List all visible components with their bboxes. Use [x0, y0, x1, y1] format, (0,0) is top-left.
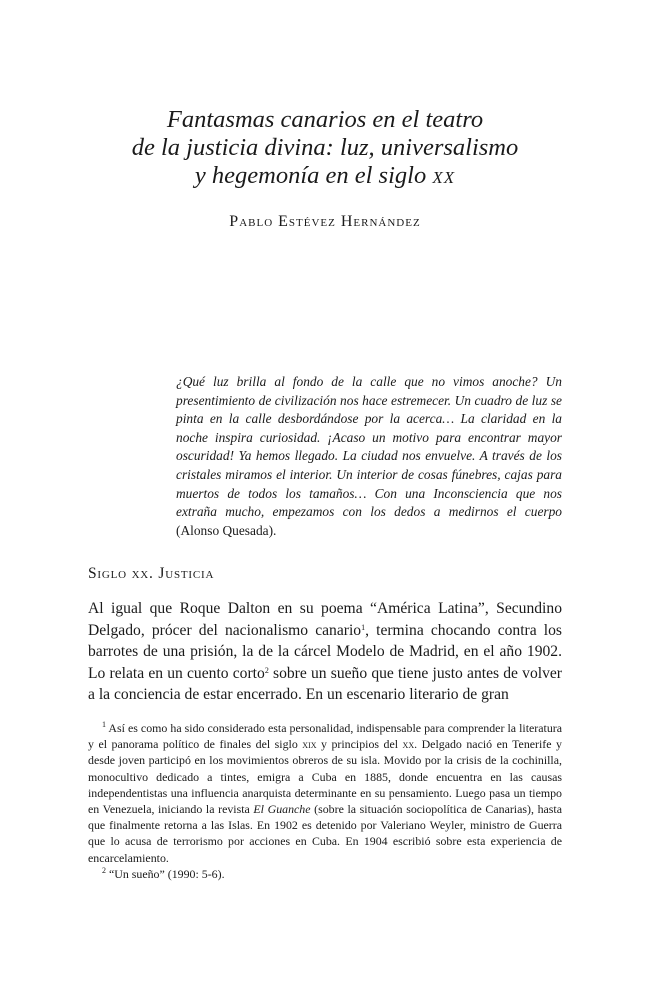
footnote-ref-1: 1 [361, 622, 366, 632]
footnote-2-text: “Un sueño” (1990: 5-6). [106, 866, 225, 881]
footnotes [88, 720, 562, 882]
epigraph-quote: ¿Qué luz brilla al fondo de la calle que no vimos anoche? Un presentimiento de civilización nos hace estremecer. Un cuadro de luz se pinta en la calle desbordándose por la acerca… La claridad en la noche inspira curiosidad. ¡Acaso un motivo para encontrar mayor oscuridad! Ya hemos llegado. La ciudad nos envuelve. A través de los cristales miramos el interior. Un interior de cosas fúnebres, cajas para muertos de todos los tamaños… Con una Inconsciencia que nos extraña mucho, empezamos con los dedos a medirnos el cuerpo [176, 374, 562, 520]
title-century-smallcaps: xx [432, 162, 456, 189]
footnote-1-text-b: y principios del [316, 737, 403, 752]
footnote-1 [88, 720, 562, 866]
footnote-2-mark: 2 [102, 865, 106, 875]
footnote-1-century-2: xx [402, 737, 415, 752]
body-text-part-1: Al igual que Roque Dalton en su poema “América Latina”, Secundino Delgado, prócer del nacionalismo canario [88, 600, 562, 639]
epigraph [176, 373, 562, 540]
footnote-1-journal-title: El Guanche [253, 802, 311, 817]
title-line-1: Fantasmas canarios en el teatro [166, 106, 484, 133]
title-line-3 [60, 162, 590, 190]
footnote-1-century-1: xix [302, 737, 317, 752]
article-title [60, 106, 590, 190]
epigraph-source: (Alonso Quesada). [176, 522, 277, 538]
author-name: Pablo Estévez Hernández [229, 213, 421, 230]
body-text-part-3: sobre un sueño que tiene justo antes de volver a la conciencia de estar encerrado. En un escenario literario de gran [88, 664, 562, 704]
footnote-ref-2: 2 [264, 665, 269, 675]
footnote-2 [88, 866, 562, 882]
body-text-part-2: , termina chocando contra los barrotes de una prisión, la de la cárcel Modelo de Madrid, en el año 1902. Lo relata en un cuento corto [88, 621, 562, 682]
title-line-2: de la justicia divina: luz, universalismo [131, 134, 519, 161]
title-line-3-text: y hegemonía en el siglo [194, 162, 433, 189]
body-paragraph [88, 598, 562, 706]
footnote-1-text-c: . Delgado nació en Tenerife y desde joven participó en los movimientos obreros de su isla. Movido por la crisis de la cochinilla, monocultivo dedicado a tintes, emigra a Cuba en 1885, donde encuentra en las causas independentistas una influencia anarquista determinante en su pensamiento. Luego pasa un tiempo en Venezuela, iniciando la revista [88, 737, 562, 817]
footnote-1-text-a: Así es como ha sido considerado esta personalidad, indispensable para comprender la literatura y el panorama político de finales del siglo [88, 721, 562, 752]
footnote-1-mark: 1 [102, 720, 106, 729]
section-heading: Siglo xx. Justicia [88, 565, 215, 582]
footnote-1-text-d: (sobre la situación sociopolítica de Canarias), hasta que finalmente retorna a las Islas. En 1902 es detenido por Valeriano Weyler, ministro de Guerra que lo acusa de terrorismo por acciones en Cuba. En 1904 escribió sobre esta experiencia de encarcelamiento. [88, 802, 562, 865]
